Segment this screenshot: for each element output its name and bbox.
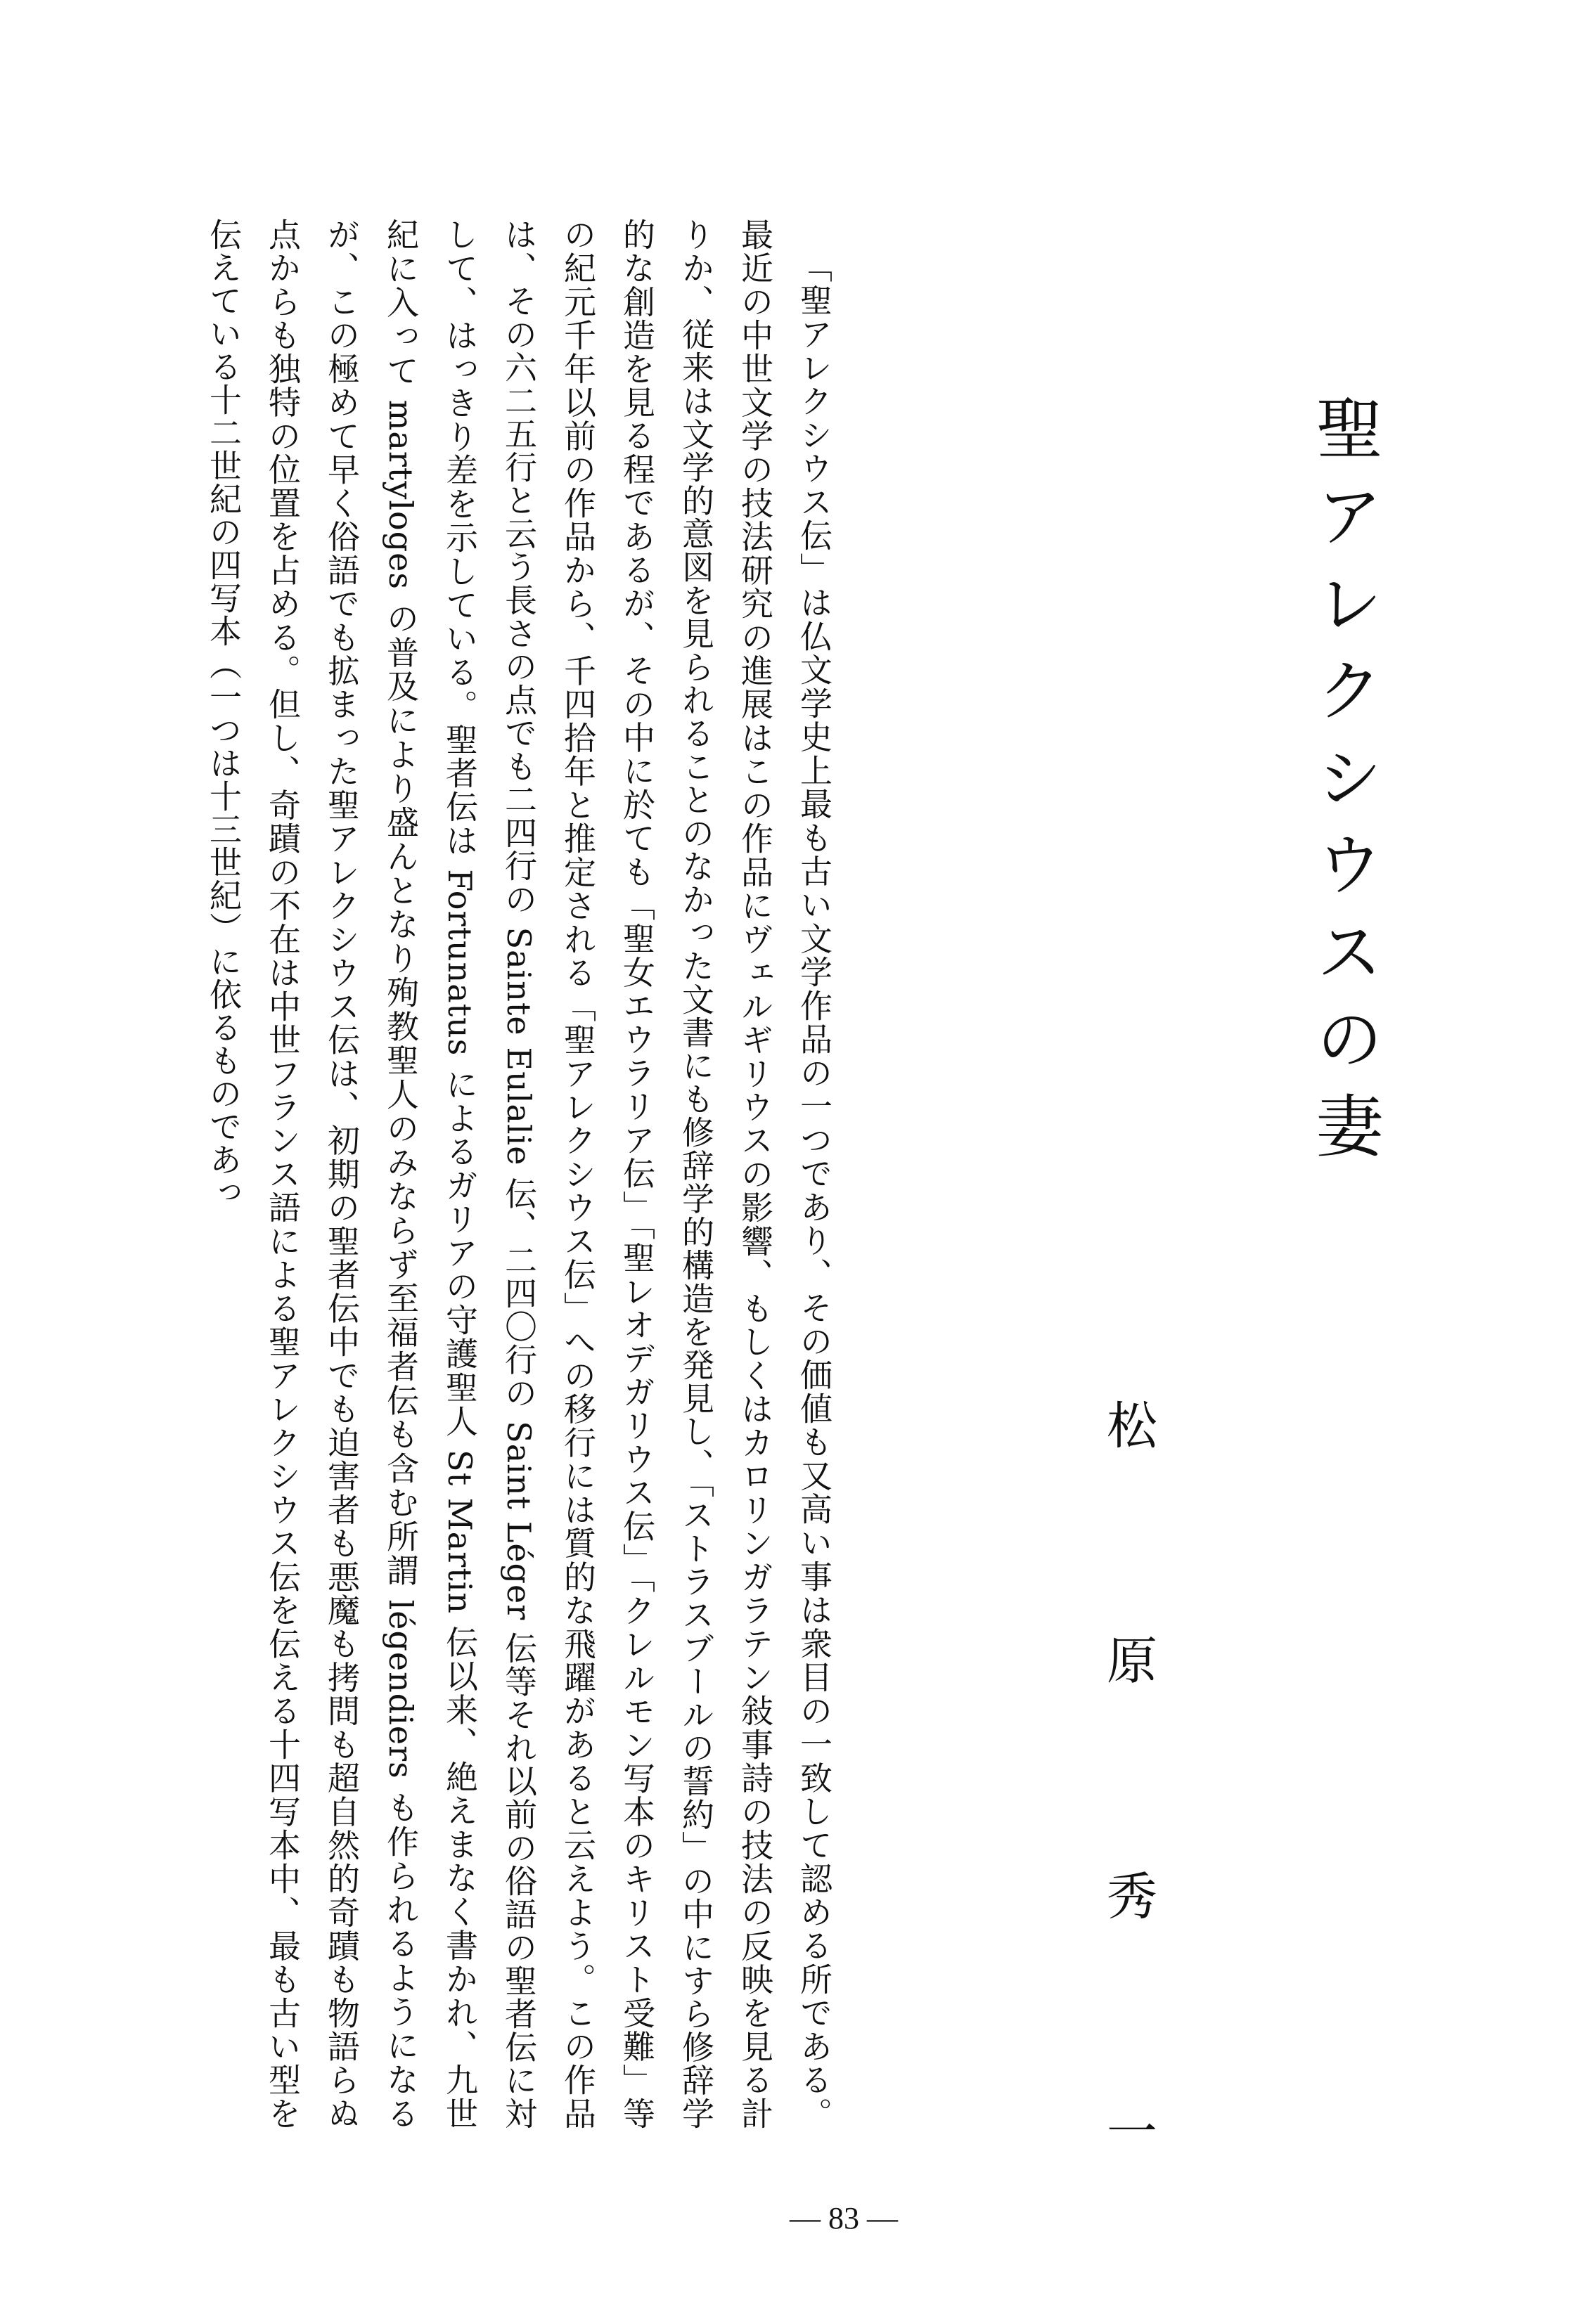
article-title: 聖アレクシウスの妻 <box>1305 394 1384 1178</box>
body-paragraph: 「聖アレクシウス伝」は仏文学史上最も古い文学作品の一つであり、その価値も又高い事は衆目の一致して認める所である。最近の中世文学の技法研究の進展はこの作品にヴェルギリウスの影響、もしくはカロリンガラテン敍事詩の技法の反映を見る計りか、従来は文学的意図を見られることのなかった文書にも修辞学的構造を発見し、「ストラスブールの誓約」の中にすら修辞学的な創造を見る程であるが、その中に於ても「聖女エウラリア伝」「聖レオデガリウス伝」「クレルモン写本のキリスト受難」等の紀元千年以前の作品から、千四拾年と推定される「聖アレクシウス伝」への移行には質的な飛躍があると云えよう。この作品は、その六二五行と云う長さの点でも二四行の Sainte Eulalie 伝、二四〇行の Saint Léger 伝等それ以前の俗語の聖者伝に対して、はっきり差を示している。聖者伝は Fortunatus によるガリアの守護聖人 St Martin 伝以来、絶えまなく書かれ、九世紀に入って martyloges の普及により盛んとなり殉教聖人のみならず至福者伝も含む所謂 légendiers も作られるようになるが、この極めて早く俗語でも拡まった聖アレクシウス伝は、初期の聖者伝中でも迫害者も悪魔も拷問も超自然的奇蹟も物語らぬ点からも独特の位置を占める。但し、奇蹟の不在は中世フランス語による聖アレクシウス伝を伝える十四写本中、最も古い型を伝えている十二世紀の四写本（一つは十三世紀）に依るものであっ <box>205 218 833 2131</box>
page-number: — 83 — <box>790 2201 898 2235</box>
author-name: 松 原 秀 一 <box>1098 1399 1157 2240</box>
body-text <box>205 218 844 2131</box>
